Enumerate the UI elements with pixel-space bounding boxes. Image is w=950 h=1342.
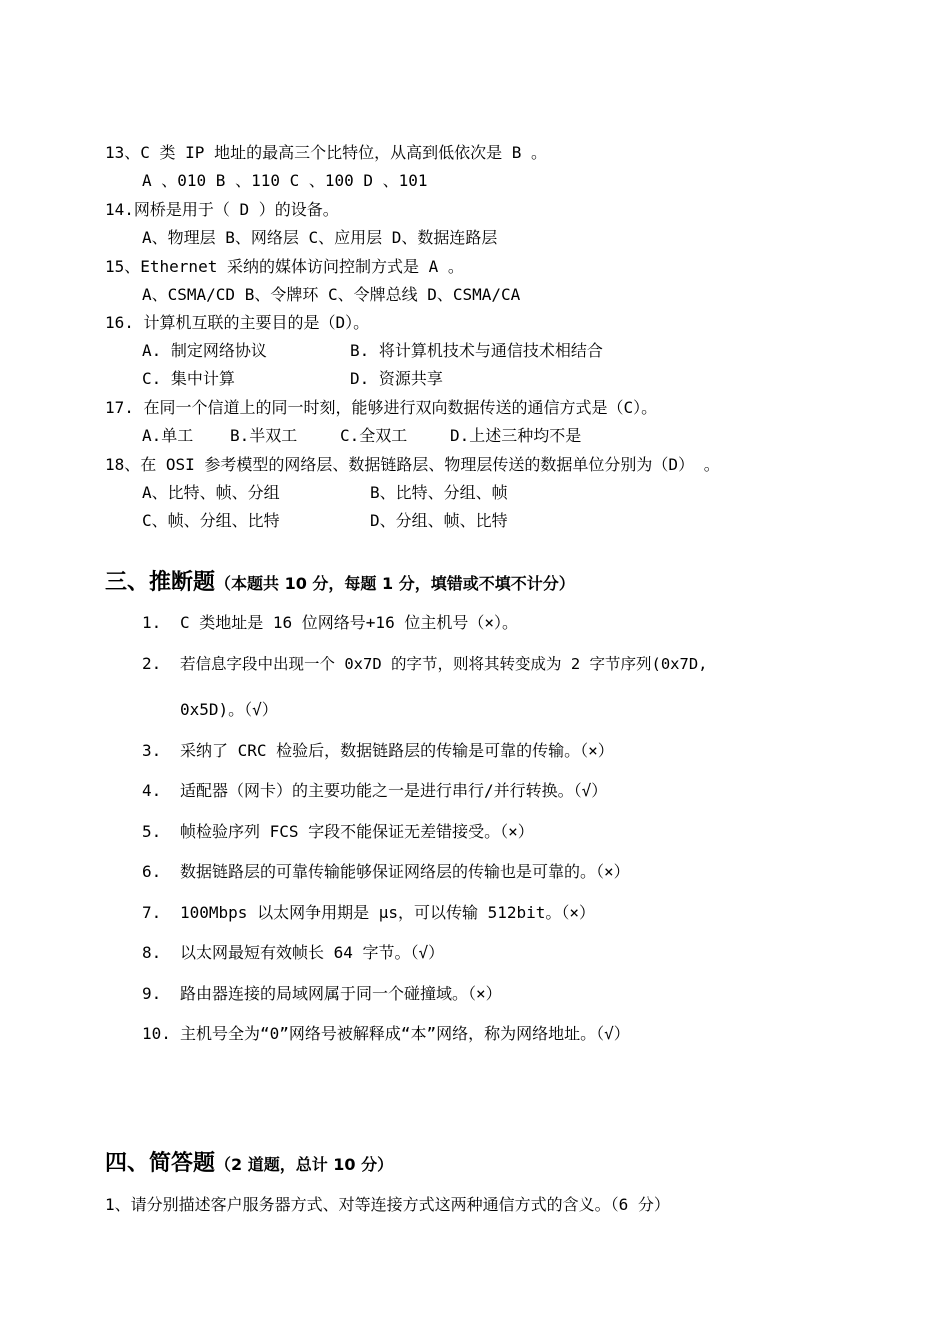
question-17-option-a: A.单工 xyxy=(142,426,194,445)
question-16-option-d: D. 资源共享 xyxy=(350,369,443,388)
section-3-title: 三、推断题 xyxy=(105,570,216,595)
tf-item-text: C 类地址是 16 位网络号+16 位主机号（×）。 xyxy=(180,613,518,632)
question-15-options: A、CSMA/CD B、令牌环 C、令牌总线 D、CSMA/CA xyxy=(142,285,521,304)
tf-item-number: 3. xyxy=(142,741,162,760)
tf-item-number: 6. xyxy=(142,862,162,881)
tf-item-text: 以太网最短有效帧长 64 字节。（√） xyxy=(180,943,445,962)
tf-item-text: 采纳了 CRC 检验后，数据链路层的传输是可靠的传输。（×） xyxy=(180,741,614,760)
section-4-title: 四、简答题 xyxy=(105,1151,216,1176)
tf-item-number: 2. xyxy=(142,654,162,673)
question-18-option-b: B、比特、分组、帧 xyxy=(370,483,508,502)
question-17-option-c: C.全双工 xyxy=(340,426,408,445)
question-14: 14.网桥是用于（ D ）的设备。 xyxy=(105,200,339,219)
tf-item-number: 5. xyxy=(142,822,162,841)
tf-item-number: 1. xyxy=(142,613,162,632)
question-16-option-c: C. 集中计算 xyxy=(142,369,235,388)
tf-item-text: 主机号全为“0”网络号被解释成“本”网络，称为网络地址。（√） xyxy=(180,1024,630,1043)
question-16-option-a: A. 制定网络协议 xyxy=(142,341,267,360)
tf-item-number: 10. xyxy=(142,1024,171,1043)
tf-item-text: 适配器（网卡）的主要功能之一是进行串行/并行转换。（√） xyxy=(180,781,608,800)
question-17-option-b: B.半双工 xyxy=(230,426,298,445)
tf-item-text: 帧检验序列 FCS 字段不能保证无差错接受。（×） xyxy=(180,822,534,841)
tf-item-text: 数据链路层的可靠传输能够保证网络层的传输也是可靠的。（×） xyxy=(180,862,630,881)
question-16-option-b: B. 将计算机技术与通信技术相结合 xyxy=(350,341,603,360)
question-14-options: A、物理层 B、网络层 C、应用层 D、数据连路层 xyxy=(142,228,498,247)
question-17: 17. 在同一个信道上的同一时刻，能够进行双向数据传送的通信方式是（C）。 xyxy=(105,398,658,417)
question-17-option-d: D.上述三种均不是 xyxy=(450,426,582,445)
tf-item-continuation: 0x5D)。（√） xyxy=(180,700,278,719)
question-13-options: A 、010 B 、110 C 、100 D 、101 xyxy=(142,171,428,190)
question-18-option-c: C、帧、分组、比特 xyxy=(142,511,280,530)
section-3-note: （本题共 10 分，每题 1 分，填错或不填不计分） xyxy=(215,574,575,593)
tf-item-text: 路由器连接的局域网属于同一个碰撞域。（×） xyxy=(180,984,502,1003)
tf-item-number: 8. xyxy=(142,943,162,962)
section-4-heading xyxy=(105,1146,393,1177)
question-13: 13、C 类 IP 地址的最高三个比特位，从高到低依次是 B 。 xyxy=(105,143,547,162)
tf-item-number: 4. xyxy=(142,781,162,800)
question-15: 15、Ethernet 采纳的媒体访问控制方式是 A 。 xyxy=(105,257,464,276)
question-18: 18、在 OSI 参考模型的网络层、数据链路层、物理层传送的数据单位分别为（D） 。 xyxy=(105,455,720,474)
question-18-option-a: A、比特、帧、分组 xyxy=(142,483,280,502)
tf-item-text: 100Mbps 以太网争用期是 μs，可以传输 512bit。（×） xyxy=(180,903,596,922)
short-answer-question-1: 1、请分别描述客户服务器方式、对等连接方式这两种通信方式的含义。（6 分） xyxy=(105,1195,670,1214)
tf-item-number: 9. xyxy=(142,984,162,1003)
tf-item-number: 7. xyxy=(142,903,162,922)
tf-item-text: 若信息字段中出现一个 0x7D 的字节，则将其转变成为 2 字节序列(0x7D, xyxy=(180,655,708,673)
question-18-option-d: D、分组、帧、比特 xyxy=(370,511,508,530)
section-3-heading xyxy=(105,565,575,596)
question-16: 16. 计算机互联的主要目的是（D）。 xyxy=(105,313,370,332)
section-4-note: （2 道题，总计 10 分） xyxy=(215,1155,394,1174)
